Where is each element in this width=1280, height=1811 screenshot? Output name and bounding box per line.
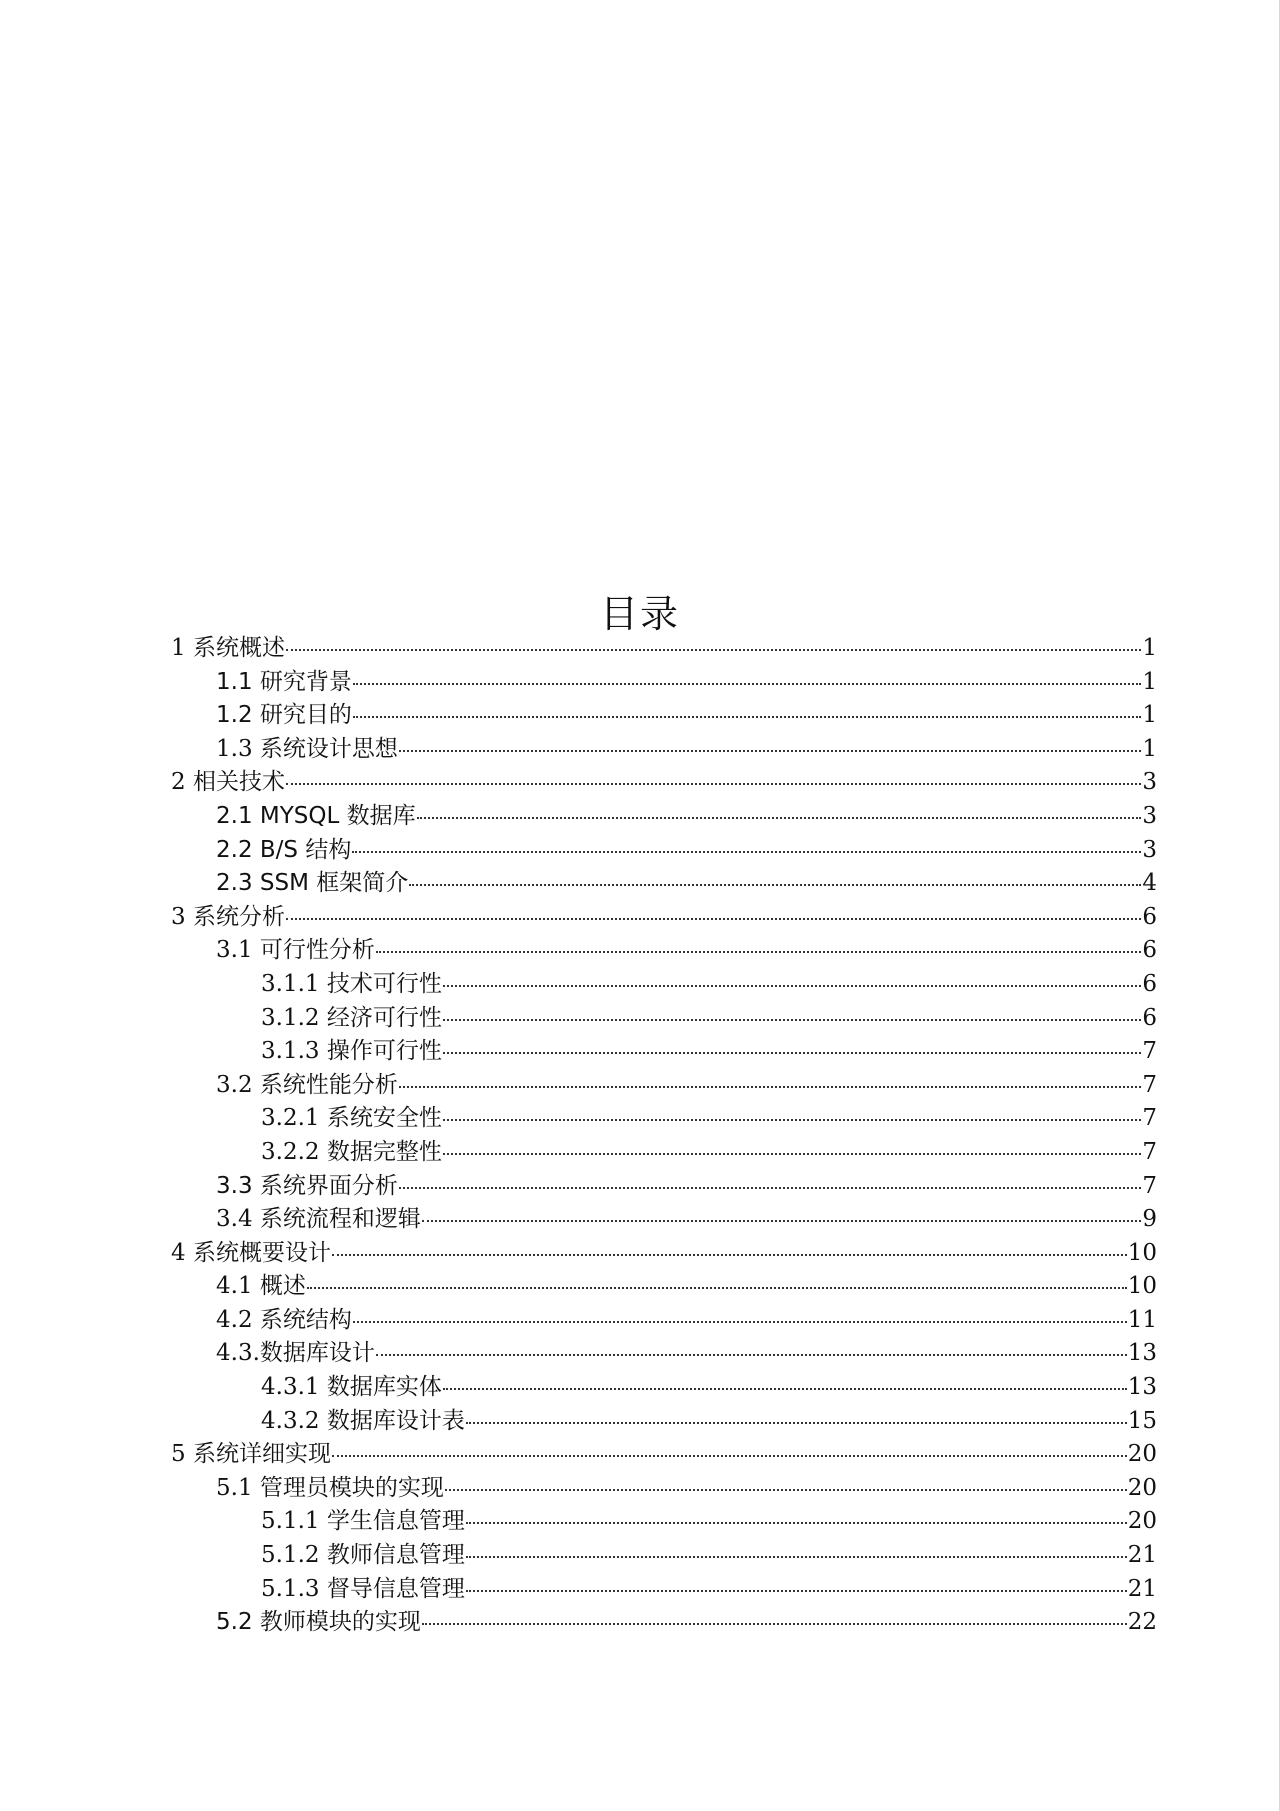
toc-entry[interactable] — [171, 800, 1157, 834]
toc-entry-label: 3.1.2 经济可行性 — [261, 1004, 442, 1031]
dot-leader — [399, 1187, 1141, 1189]
dot-leader — [443, 1388, 1127, 1390]
toc-entry-label: 2.1 MYSQL 数据库 — [216, 802, 416, 829]
toc-entry-page: 21 — [1127, 1575, 1157, 1602]
toc-entry-label: 5 系统详细实现 — [171, 1441, 331, 1468]
toc-entry[interactable] — [171, 1606, 1157, 1640]
toc-entry[interactable] — [171, 1337, 1157, 1371]
toc-entry-label: 3.2 系统性能分析 — [216, 1071, 398, 1098]
toc-entry[interactable] — [171, 1203, 1157, 1237]
dot-leader — [353, 1321, 1127, 1323]
toc-entry[interactable] — [171, 1371, 1157, 1405]
toc-entry[interactable] — [171, 733, 1157, 767]
toc-entry-label: 4.2 系统结构 — [216, 1306, 352, 1333]
dot-leader — [443, 1019, 1142, 1021]
dot-leader — [443, 1052, 1142, 1054]
toc-entry-page: 7 — [1142, 1105, 1157, 1132]
toc-entry-label: 1.2 研究目的 — [216, 702, 352, 729]
toc-entry-page: 20 — [1127, 1474, 1157, 1501]
toc-entry-page: 9 — [1142, 1206, 1157, 1233]
toc-entry[interactable] — [171, 1035, 1157, 1069]
toc-entry[interactable] — [171, 1069, 1157, 1103]
toc-entry[interactable] — [171, 1505, 1157, 1539]
dot-leader — [445, 1489, 1127, 1491]
toc-entry-label: 3.4 系统流程和逻辑 — [216, 1206, 421, 1233]
toc-entry-page: 7 — [1142, 1071, 1157, 1098]
toc-entry-label: 4 系统概要设计 — [171, 1239, 331, 1266]
dot-leader — [443, 985, 1142, 987]
toc-entry-page: 6 — [1142, 937, 1157, 964]
toc-entry[interactable] — [171, 632, 1157, 666]
toc-entry-label: 3.1.1 技术可行性 — [261, 970, 442, 997]
toc-entry[interactable] — [171, 1472, 1157, 1506]
toc-entry-page: 7 — [1142, 1038, 1157, 1065]
dot-leader — [307, 1287, 1127, 1289]
toc-entry-page: 1 — [1142, 635, 1157, 661]
toc-entry-label: 3.1.3 操作可行性 — [261, 1038, 442, 1065]
dot-leader — [353, 716, 1141, 718]
toc-entry-page: 20 — [1127, 1508, 1157, 1535]
toc-entry-page: 20 — [1127, 1441, 1157, 1468]
toc-entry[interactable] — [171, 1539, 1157, 1573]
toc-entry-page: 22 — [1127, 1609, 1157, 1636]
dot-leader — [376, 951, 1141, 953]
dot-leader — [417, 817, 1142, 819]
toc-entry-label: 5.1 管理员模块的实现 — [216, 1474, 444, 1501]
toc-entry-page: 3 — [1142, 836, 1157, 863]
dot-leader — [353, 683, 1141, 685]
toc-entry-label: 5.1.2 教师信息管理 — [261, 1542, 465, 1569]
toc-entry-label: 3.2.1 系统安全性 — [261, 1105, 442, 1132]
dot-leader — [443, 1153, 1142, 1155]
toc-entry-label: 4.1 概述 — [216, 1273, 306, 1300]
dot-leader — [409, 884, 1141, 886]
toc-entry[interactable] — [171, 968, 1157, 1002]
dot-leader — [443, 1119, 1142, 1121]
toc-entry-label: 5.2 教师模块的实现 — [216, 1609, 421, 1636]
dot-leader — [422, 1623, 1127, 1625]
toc-entry-page: 13 — [1127, 1374, 1157, 1401]
dot-leader — [286, 649, 1141, 651]
toc-entry[interactable] — [171, 766, 1157, 800]
table-of-contents — [171, 632, 1157, 1640]
dot-leader — [286, 918, 1141, 920]
toc-entry-page: 4 — [1142, 870, 1157, 897]
toc-entry-page: 1 — [1142, 735, 1157, 762]
toc-entry-label: 4.3.数据库设计 — [216, 1340, 375, 1367]
dot-leader — [399, 750, 1141, 752]
toc-entry-label: 3.3 系统界面分析 — [216, 1172, 398, 1199]
toc-entry[interactable] — [171, 834, 1157, 868]
toc-entry-page: 11 — [1127, 1306, 1157, 1333]
toc-entry[interactable] — [171, 901, 1157, 935]
toc-entry-page: 7 — [1142, 1172, 1157, 1199]
dot-leader — [286, 783, 1141, 785]
toc-title: 目录 — [599, 592, 680, 637]
toc-entry[interactable] — [171, 1002, 1157, 1036]
toc-entry-label: 5.1.1 学生信息管理 — [261, 1508, 465, 1535]
toc-entry[interactable] — [171, 1270, 1157, 1304]
toc-entry[interactable] — [171, 1237, 1157, 1271]
toc-entry[interactable] — [171, 934, 1157, 968]
toc-entry-page: 15 — [1127, 1407, 1157, 1434]
toc-entry[interactable] — [171, 1170, 1157, 1204]
toc-entry[interactable] — [171, 1573, 1157, 1607]
toc-entry-label: 2.2 B/S 结构 — [216, 836, 352, 863]
toc-entry-label: 4.3.1 数据库实体 — [261, 1374, 442, 1401]
dot-leader — [466, 1590, 1127, 1592]
toc-entry[interactable] — [171, 1102, 1157, 1136]
toc-entry-label: 1.1 研究背景 — [216, 668, 352, 695]
toc-entry[interactable] — [171, 699, 1157, 733]
dot-leader — [376, 1354, 1127, 1356]
toc-entry-label: 5.1.3 督导信息管理 — [261, 1575, 465, 1602]
toc-entry-label: 3.1 可行性分析 — [216, 937, 375, 964]
toc-entry-label: 4.3.2 数据库设计表 — [261, 1407, 465, 1434]
toc-entry-label: 2 相关技术 — [171, 769, 285, 796]
toc-entry-label: 3 系统分析 — [171, 903, 285, 930]
toc-entry-page: 10 — [1127, 1239, 1157, 1266]
toc-entry-page: 7 — [1142, 1138, 1157, 1165]
toc-entry-label: 3.2.2 数据完整性 — [261, 1138, 442, 1165]
toc-entry-label: 2.3 SSM 框架简介 — [216, 870, 409, 897]
toc-entry[interactable] — [171, 1405, 1157, 1439]
toc-entry-label: 1.3 系统设计思想 — [216, 735, 398, 762]
dot-leader — [422, 1220, 1141, 1222]
toc-entry[interactable] — [171, 1438, 1157, 1472]
toc-entry-page: 21 — [1127, 1542, 1157, 1569]
dot-leader — [466, 1556, 1127, 1558]
dot-leader — [466, 1422, 1127, 1424]
toc-entry-page: 1 — [1142, 668, 1157, 695]
toc-entry-page: 3 — [1142, 769, 1157, 796]
toc-entry[interactable] — [171, 666, 1157, 700]
toc-entry-page: 1 — [1142, 702, 1157, 729]
toc-entry-page: 6 — [1142, 970, 1157, 997]
toc-entry-page: 6 — [1142, 903, 1157, 930]
toc-entry[interactable] — [171, 867, 1157, 901]
dot-leader — [332, 1254, 1127, 1256]
dot-leader — [352, 851, 1141, 853]
toc-entry-page: 10 — [1127, 1273, 1157, 1300]
dot-leader — [399, 1086, 1141, 1088]
toc-entry-page: 6 — [1142, 1004, 1157, 1031]
dot-leader — [466, 1522, 1127, 1524]
toc-entry-label: 1 系统概述 — [171, 635, 285, 661]
toc-entry-page: 3 — [1142, 802, 1157, 829]
toc-entry-page: 13 — [1127, 1340, 1157, 1367]
toc-entry[interactable] — [171, 1304, 1157, 1338]
dot-leader — [332, 1455, 1127, 1457]
toc-entry[interactable] — [171, 1136, 1157, 1170]
